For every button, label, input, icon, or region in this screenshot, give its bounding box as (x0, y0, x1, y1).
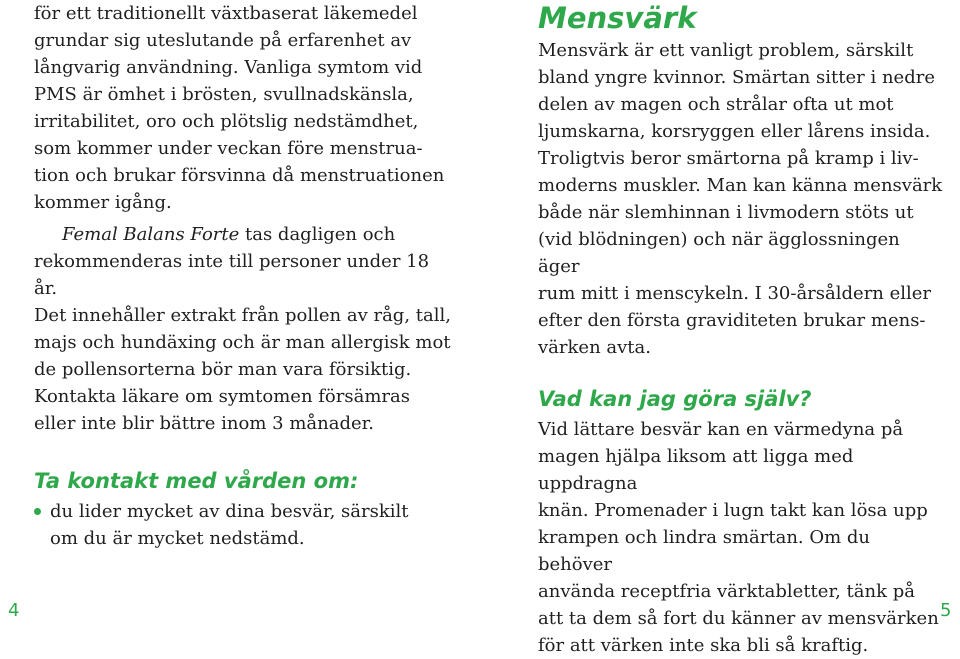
text-line: Vid lättare besvär kan en värmedyna på (538, 419, 904, 440)
text-line: både när slemhinnan i livmodern stöts ut (538, 202, 914, 223)
text-line: Det innehåller extrakt från pollen av råg, tall, (34, 305, 451, 326)
right-column (538, 0, 943, 659)
text-line: de pollensorterna bör man vara försiktig. (34, 359, 412, 380)
text-line: magen hjälpa liksom att ligga med uppdragna (538, 446, 854, 494)
text-line: delen av magen och strålar ofta ut mot (538, 94, 894, 115)
text-line: moderns muskler. Man kan känna mensvärk (538, 175, 943, 196)
text-line: för ett traditionellt växtbaserat läkemedel (34, 3, 418, 24)
text-line: PMS är ömhet i brösten, svullnadskänsla, (34, 84, 414, 105)
text-line: (vid blödningen) och när ägglossningen äger (538, 229, 900, 277)
text-line (34, 221, 454, 248)
text-line: tion och brukar försvinna då menstruationen (34, 165, 445, 186)
text-line: eller inte blir bättre inom 3 månader. (34, 413, 374, 434)
text-line: långvarig användning. Vanliga symtom vid (34, 57, 423, 78)
left-column (34, 0, 454, 552)
text-line: värken avta. (538, 337, 651, 358)
intro-paragraph (34, 0, 454, 216)
page-number-right: 5 (940, 600, 952, 621)
text-line: att ta dem så fort du känner av mensvärken (538, 608, 939, 629)
text-line: krampen och lindra smärtan. Om du behöver (538, 527, 871, 575)
text-line: Mensvärk är ett vanligt problem, särskilt (538, 40, 914, 61)
text-line: bland yngre kvinnor. Smärtan sitter i nedre (538, 67, 935, 88)
contact-heading: Ta kontakt med vården om: (34, 469, 359, 493)
mensvark-paragraph (538, 37, 943, 361)
text-line: ljumskarna, korsryggen eller lårens insida. (538, 121, 931, 142)
section-heading: Mensvärk (538, 1, 697, 35)
bullet-text (50, 498, 408, 552)
product-paragraph (34, 221, 454, 437)
text-line: rum mitt i menscykeln. I 30-årsåldern eller (538, 283, 932, 304)
text-line-rest: tas dagligen och (239, 224, 396, 245)
text-line: efter den första graviditeten brukar mens- (538, 310, 926, 331)
bullet-dot (34, 508, 41, 515)
self-care-paragraph (538, 416, 943, 659)
text-line: rekommenderas inte till personer under 18 år. (34, 251, 430, 299)
product-name: Femal Balans Forte (62, 224, 240, 245)
text-line: irritabilitet, oro och plötslig nedstämdhet, (34, 111, 419, 132)
text-line: använda receptfria värktabletter, tänk på (538, 581, 915, 602)
text-line: Troligtvis beror smärtorna på kramp i liv- (538, 148, 919, 169)
subheading: Vad kan jag göra själv? (538, 387, 812, 411)
text-line: om du är mycket nedstämd. (50, 528, 305, 549)
bullet-item (34, 498, 454, 552)
text-line: knän. Promenader i lugn takt kan lösa upp (538, 500, 928, 521)
text-line: grundar sig uteslutande på erfarenhet av (34, 30, 412, 51)
text-line: majs och hundäxing och är man allergisk mot (34, 332, 451, 353)
text-line: du lider mycket av dina besvär, särskilt (50, 501, 409, 522)
text-line: kommer igång. (34, 192, 172, 213)
text-line: Kontakta läkare om symtomen försämras (34, 386, 410, 407)
page-number-left: 4 (8, 600, 20, 621)
text-line: som kommer under veckan före menstrua- (34, 138, 423, 159)
text-line: för att värken inte ska bli så kraftig. (538, 635, 869, 656)
